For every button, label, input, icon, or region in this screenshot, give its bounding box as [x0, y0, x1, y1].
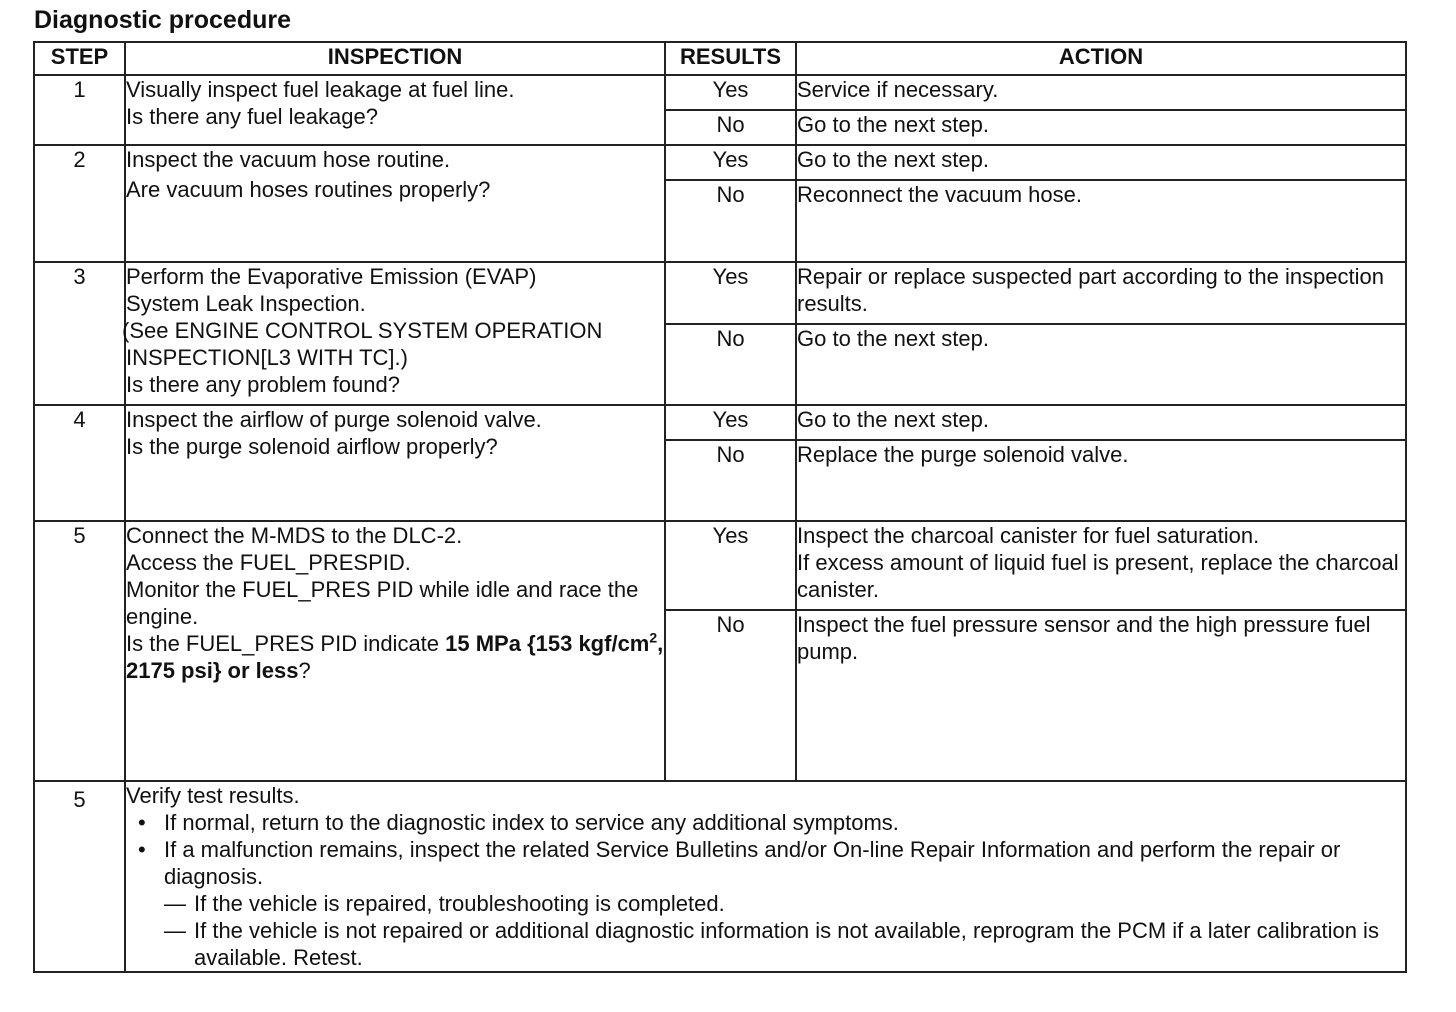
- inspection-line: Inspect the vacuum hose routine.: [126, 147, 451, 172]
- inspection-line: Visually inspect fuel leakage at fuel line.: [126, 77, 515, 102]
- step-number: 5: [34, 781, 125, 972]
- bullet-list: [126, 809, 1405, 971]
- result-no: No: [665, 610, 796, 781]
- action-no: Inspect the fuel pressure sensor and the high pressure fuel pump.: [796, 610, 1406, 781]
- inspection-cell: [125, 521, 665, 781]
- pressure-spec-psi: , 2175 psi} or less: [126, 631, 664, 683]
- step-number: 2: [34, 145, 125, 262]
- table-row: [34, 75, 1406, 110]
- list-item: — If the vehicle is repaired, troubleshooting is completed.: [194, 890, 1405, 917]
- table-row: [34, 781, 1406, 972]
- result-yes: Yes: [665, 75, 796, 110]
- step-number: 5: [34, 521, 125, 781]
- inspection-line: Is there any fuel leakage?: [126, 104, 378, 129]
- inspection-cell: [125, 405, 665, 521]
- superscript: 2: [649, 629, 658, 646]
- table-row: [34, 521, 1406, 610]
- result-no: No: [665, 324, 796, 405]
- result-no: No: [665, 180, 796, 262]
- diagnostic-table: [33, 41, 1407, 973]
- list-item: — If the vehicle is not repaired or additional diagnostic information is not available, reprogram the PCM if a later calibration is available. Retest.: [194, 917, 1405, 971]
- header-row: [34, 42, 1406, 75]
- result-yes: Yes: [665, 405, 796, 440]
- action-yes: Go to the next step.: [796, 145, 1406, 180]
- pressure-spec: 15 MPa {153 kgf/cm: [445, 631, 650, 656]
- result-yes: Yes: [665, 145, 796, 180]
- list-item-text: If a malfunction remains, inspect the related Service Bulletins and/or On-line Repair Information and perform the repair or diagnosis.: [164, 837, 1341, 889]
- inspection-line: Are vacuum hoses routines properly?: [126, 177, 491, 202]
- page-title: Diagnostic procedure: [34, 6, 291, 34]
- inspection-cell: [125, 145, 665, 262]
- action-yes: Repair or replace suspected part according to the inspection results.: [796, 262, 1406, 324]
- table-row: [34, 262, 1406, 324]
- action-no: Go to the next step.: [796, 110, 1406, 145]
- list-item: • If normal, return to the diagnostic index to service any additional symptoms.: [164, 809, 1405, 836]
- action-no: Reconnect the vacuum hose.: [796, 180, 1406, 262]
- inspection-line: (See ENGINE CONTROL SYSTEM OPERATION: [122, 318, 603, 343]
- inspection-line: System Leak Inspection.: [126, 291, 366, 316]
- inspection-line: Is there any problem found?: [126, 372, 400, 397]
- header-step: STEP: [34, 42, 125, 75]
- table-row: [34, 145, 1406, 180]
- header-results: RESULTS: [665, 42, 796, 75]
- result-yes: Yes: [665, 262, 796, 324]
- inspection-line: Monitor the FUEL_PRES PID while idle and race the engine.: [126, 577, 639, 629]
- question-prefix: Is the FUEL_PRES PID indicate: [126, 631, 446, 656]
- inspection-question: [126, 630, 664, 684]
- action-yes: Service if necessary.: [796, 75, 1406, 110]
- inspection-cell: [122, 262, 665, 405]
- inspection-line: Perform the Evaporative Emission (EVAP): [126, 264, 537, 289]
- final-intro: Verify test results.: [126, 783, 300, 808]
- inspection-cell: [125, 75, 665, 145]
- inspection-line: Access the FUEL_PRESPID.: [126, 550, 411, 575]
- header-action: ACTION: [796, 42, 1406, 75]
- inspection-line: Connect the M-MDS to the DLC-2.: [126, 523, 463, 548]
- action-yes: Go to the next step.: [796, 405, 1406, 440]
- inspection-line: Inspect the airflow of purge solenoid valve.: [126, 407, 542, 432]
- result-no: No: [665, 440, 796, 521]
- inspection-line: Is the purge solenoid airflow properly?: [126, 434, 498, 459]
- step-number: 4: [34, 405, 125, 521]
- question-suffix: ?: [298, 658, 311, 683]
- action-no: Go to the next step.: [796, 324, 1406, 405]
- list-item: [164, 836, 1405, 971]
- step-number: 3: [34, 262, 125, 405]
- table-row: [34, 405, 1406, 440]
- action-line: If excess amount of liquid fuel is present, replace the charcoal canister.: [797, 550, 1399, 602]
- result-no: No: [665, 110, 796, 145]
- action-yes: [796, 521, 1406, 610]
- action-line: Inspect the charcoal canister for fuel saturation.: [797, 523, 1260, 548]
- result-yes: Yes: [665, 521, 796, 610]
- dash-list: [164, 890, 1405, 971]
- final-cell: [125, 781, 1406, 972]
- inspection-line: INSPECTION[L3 WITH TC].): [126, 345, 408, 370]
- header-inspection: INSPECTION: [125, 42, 665, 75]
- action-no: Replace the purge solenoid valve.: [796, 440, 1406, 521]
- step-number: 1: [34, 75, 125, 145]
